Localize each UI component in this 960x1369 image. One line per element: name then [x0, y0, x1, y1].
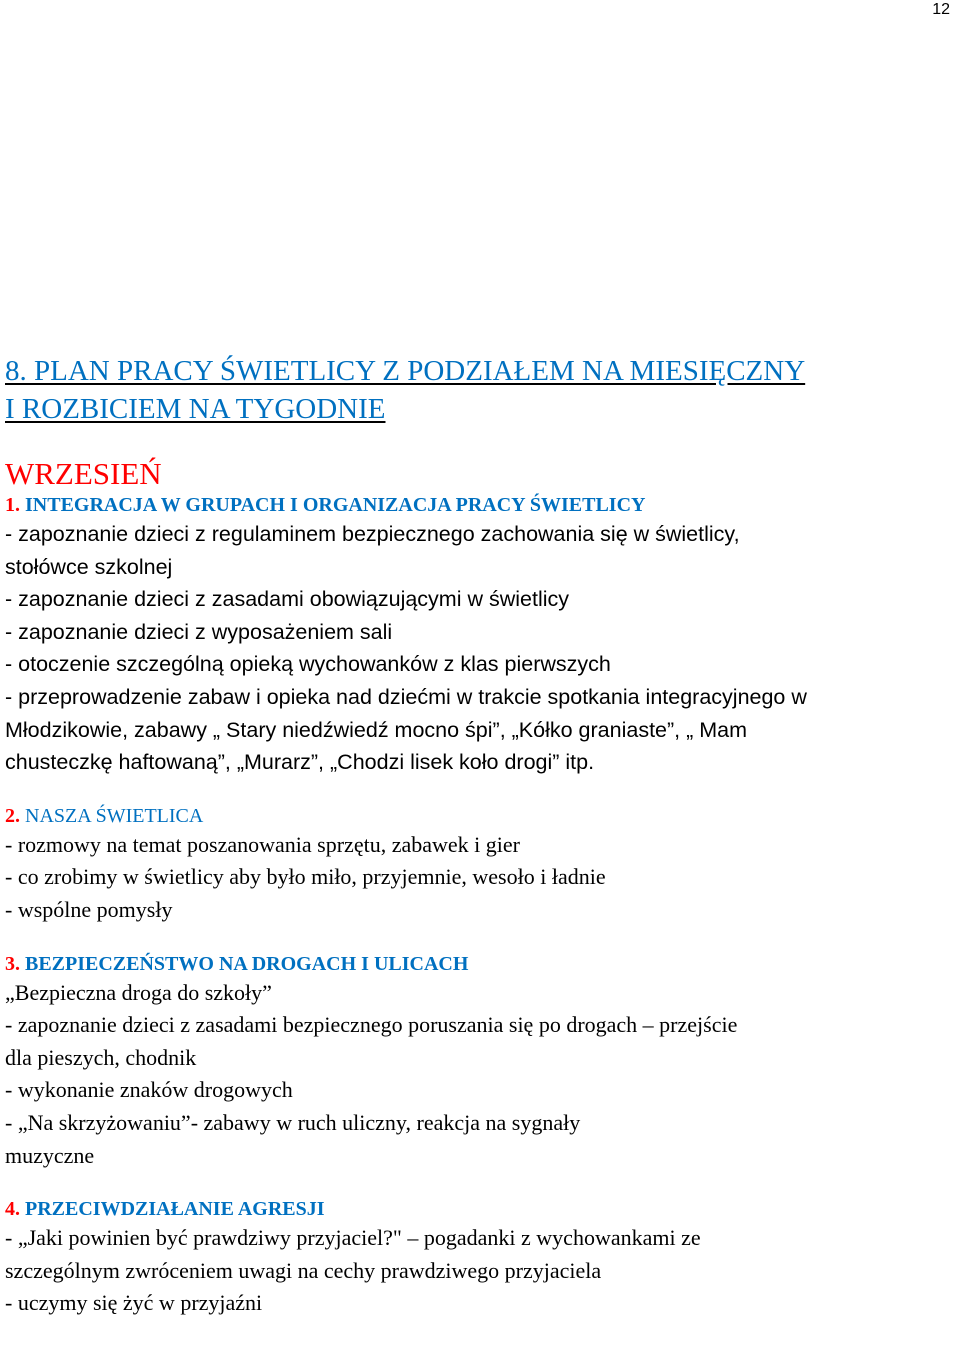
- section-3: [5, 951, 957, 1173]
- section-1-number: 1.: [5, 494, 20, 516]
- page-number: 12: [932, 1, 950, 18]
- list-item: muzyczne: [5, 1142, 95, 1168]
- section-1-title-text: INTEGRACJA W GRUPACH I ORGANIZACJA PRACY ŚWIETLICY: [20, 494, 646, 516]
- main-title: [5, 352, 957, 428]
- section-4-title: [5, 1196, 957, 1222]
- list-item: - uczymy się żyć w przyjaźni: [5, 1290, 263, 1316]
- section-3-number: 3.: [5, 952, 20, 975]
- section-4: [5, 1196, 957, 1320]
- list-item: - zapoznanie dzieci z regulaminem bezpiecznego zachowania się w świetlicy,: [5, 522, 740, 546]
- section-4-title-text: PRZECIWDZIAŁANIE AGRESJI: [20, 1198, 325, 1221]
- list-item: - wspólne pomysły: [5, 896, 173, 922]
- list-item: - otoczenie szczególną opieką wychowanków z klas pierwszych: [5, 652, 611, 677]
- section-1-title: [5, 492, 957, 518]
- section-4-number: 4.: [5, 1198, 20, 1221]
- section-2-number: 2.: [5, 804, 20, 827]
- section-4-list: [5, 1222, 957, 1320]
- section-2-title: [5, 803, 957, 829]
- list-item: dla pieszych, chodnik: [5, 1044, 197, 1070]
- section-3-title: [5, 951, 957, 977]
- month-heading: WRZESIEŃ: [5, 456, 162, 491]
- section-2: [5, 803, 957, 927]
- list-item: - zapoznanie dzieci z zasadami obowiązującymi w świetlicy: [5, 587, 570, 612]
- list-item: chusteczkę haftowaną”, „Murarz”, „Chodzi lisek koło drogi” itp.: [5, 750, 595, 775]
- document-body: [5, 352, 957, 1320]
- list-item: szczególnym zwróceniem uwagi na cechy prawdziwego przyjaciela: [5, 1257, 602, 1283]
- list-item: - zapoznanie dzieci z zasadami bezpiecznego poruszania się po drogach – przejście: [5, 1012, 738, 1038]
- section-1: [5, 492, 957, 779]
- list-item: - „Jaki powinien być prawdziwy przyjaciel?" – pogadanki z wychowankami ze: [5, 1225, 701, 1251]
- list-item: Młodzikowie, zabawy „ Stary niedźwiedź mocno śpi”, „Kółko graniaste”, „ Mam: [5, 717, 748, 742]
- main-title-line-1: 8. PLAN PRACY ŚWIETLICY Z PODZIAŁEM NA MIESIĘCZNY: [5, 355, 806, 387]
- section-3-title-text: BEZPIECZEŃSTWO NA DROGACH I ULICACH: [20, 952, 469, 975]
- section-3-list: [5, 977, 957, 1173]
- section-2-title-text: NASZA ŚWIETLICA: [20, 804, 204, 827]
- list-item: - wykonanie znaków drogowych: [5, 1077, 293, 1103]
- list-item: - co zrobimy w świetlicy aby było miło, przyjemnie, wesoło i ładnie: [5, 864, 606, 890]
- list-item: - „Na skrzyżowaniu”- zabawy w ruch uliczny, reakcja na sygnały: [5, 1109, 581, 1135]
- main-title-line-2: I ROZBICIEM NA TYGODNIE: [5, 393, 386, 425]
- list-item: „Bezpieczna droga do szkoły”: [5, 979, 272, 1005]
- section-2-list: [5, 829, 957, 927]
- list-item: - rozmowy na temat poszanowania sprzętu, zabawek i gier: [5, 831, 520, 857]
- list-item: stołówce szkolnej: [5, 554, 173, 579]
- section-1-list: [5, 518, 957, 779]
- list-item: - zapoznanie dzieci z wyposażeniem sali: [5, 619, 393, 644]
- list-item: - przeprowadzenie zabaw i opieka nad dziećmi w trakcie spotkania integracyjnego w: [5, 684, 807, 709]
